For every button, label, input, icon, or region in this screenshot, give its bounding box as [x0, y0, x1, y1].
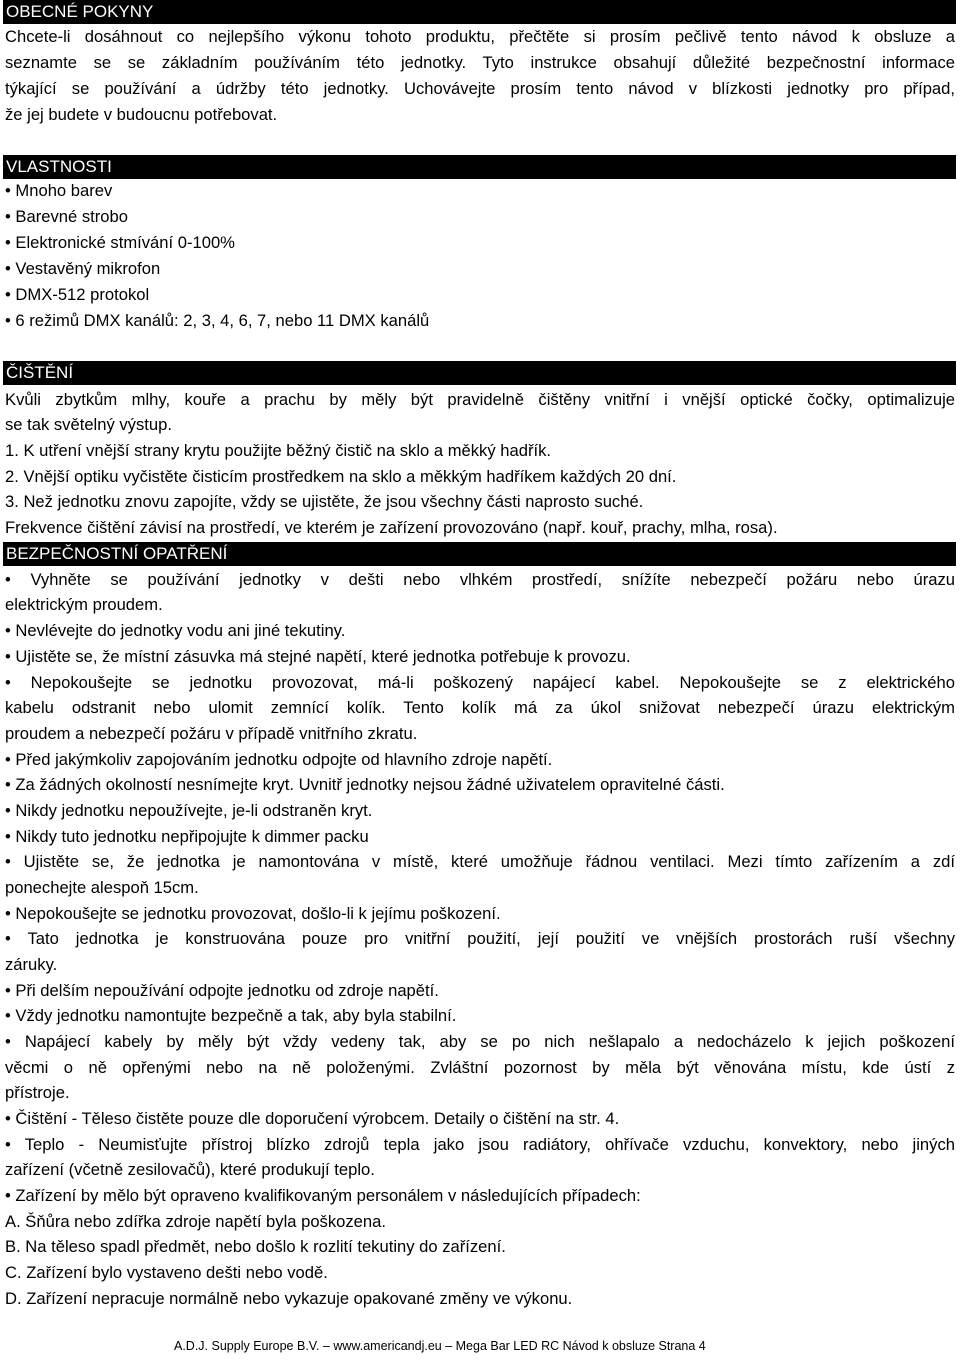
- safety-line: C. Zařízení bylo vystaveno dešti nebo vodě.: [5, 1263, 328, 1282]
- safety-line: • Teplo - Neumisťujte přístroj blízko zdrojů tepla jako jsou radiátory, ohřívače vzduchu, konvektory, nebo jiných: [5, 1135, 955, 1154]
- safety-line: • Nikdy jednotku nepoužívejte, je-li odstraněn kryt.: [5, 801, 373, 820]
- safety-line: • Za žádných okolností nesnímejte kryt. Uvnitř jednotky nejsou žádné uživatelem opravitelné části.: [5, 775, 725, 794]
- safety-line: • Nepokoušejte se jednotku provozovat, má-li poškozený napájecí kabel. Nepokoušejte se z elektrického: [5, 673, 955, 692]
- feature-item: • Elektronické stmívání 0-100%: [5, 233, 235, 252]
- safety-line: • Vždy jednotku namontujte bezpečně a tak, aby byla stabilní.: [5, 1006, 457, 1025]
- general-line: že jej budete v budoucnu potřebovat.: [5, 105, 278, 124]
- safety-line: elektrickým proudem.: [5, 595, 163, 614]
- safety-line: • Nepokoušejte se jednotku provozovat, došlo-li k jejímu poškození.: [5, 904, 501, 923]
- feature-item: • 6 režimů DMX kanálů: 2, 3, 4, 6, 7, nebo 11 DMX kanálů: [5, 311, 430, 330]
- cleaning-heading: ČIŠTĚNÍ: [3, 361, 956, 385]
- safety-line: • Napájecí kabely by měly být vždy vedeny tak, aby se po nich nešlapalo a nedocházelo k jejich poškození: [5, 1032, 955, 1051]
- general-line: seznamte se se základním používáním této jednotky. Tyto instrukce obsahují důležité bezpečnostní informace: [5, 53, 955, 72]
- safety-line: • Čištění - Těleso čistěte pouze dle doporučení výrobcem. Detaily o čištění na str. 4.: [5, 1109, 620, 1128]
- safety-line: kabelu odstranit nebo ulomit zemnící kolík. Tento kolík má za úkol snižovat nebezpečí úrazu elektrickým: [5, 698, 955, 717]
- safety-line: • Ujistěte se, že jednotka je namontována v místě, které umožňuje řádnou ventilaci. Mezi tímto zařízením a zdí: [5, 852, 955, 871]
- feature-item: • Vestavěný mikrofon: [5, 259, 161, 278]
- cleaning-line: 2. Vnější optiku vyčistěte čisticím prostředkem na sklo a měkkým hadříkem každých 20 dní.: [5, 467, 677, 486]
- feature-item: • DMX-512 protokol: [5, 285, 150, 304]
- cleaning-line: Kvůli zbytkům mlhy, kouře a prachu by měly být pravidelně čištěny vnitřní i vnější optické čočky, optimalizuje: [5, 390, 955, 409]
- safety-line: přístroje.: [5, 1083, 70, 1102]
- safety-line: záruky.: [5, 955, 58, 974]
- features-heading: VLASTNOSTI: [3, 155, 956, 179]
- safety-line: • Tato jednotka je konstruována pouze pro vnitřní použití, její použití ve vnějších prostorách ruší všechny: [5, 929, 955, 948]
- general-line: Chcete-li dosáhnout co nejlepšího výkonu tohoto produktu, přečtěte si prosím pečlivě tento návod k obsluze a: [5, 27, 955, 46]
- safety-line: • Při delším nepoužívání odpojte jednotku od zdroje napětí.: [5, 981, 439, 1000]
- safety-heading: BEZPEČNOSTNÍ OPATŘENÍ: [3, 542, 956, 566]
- cleaning-line: 1. K utření vnější strany krytu použijte běžný čistič na sklo a měkký hadřík.: [5, 441, 551, 460]
- safety-line: • Nevlévejte do jednotky vodu ani jiné tekutiny.: [5, 621, 346, 640]
- safety-line: • Zařízení by mělo být opraveno kvalifikovaným personálem v následujících případech:: [5, 1186, 641, 1205]
- feature-item: • Mnoho barev: [5, 181, 113, 200]
- safety-line: B. Na těleso spadl předmět, nebo došlo k rozlití tekutiny do zařízení.: [5, 1237, 506, 1256]
- safety-line: zařízení (včetně zesilovačů), které produkují teplo.: [5, 1160, 375, 1179]
- page-footer: A.D.J. Supply Europe B.V. – www.americandj.eu – Mega Bar LED RC Návod k obsluze Strana 4: [174, 1339, 706, 1353]
- safety-line: D. Zařízení nepracuje normálně nebo vykazuje opakované změny ve výkonu.: [5, 1289, 573, 1308]
- safety-line: • Nikdy tuto jednotku nepřipojujte k dimmer packu: [5, 827, 369, 846]
- cleaning-line: se tak světelný výstup.: [5, 415, 172, 434]
- safety-line: věcmi o ně opřenými nebo na ně položenými. Zvláštní pozornost by měla být věnována místu, kde ústí z: [5, 1058, 955, 1077]
- safety-line: A. Šňůra nebo zdířka zdroje napětí byla poškozena.: [5, 1212, 386, 1231]
- feature-item: • Barevné strobo: [5, 207, 128, 226]
- safety-line: proudem a nebezpečí požáru v případě vnitřního zkratu.: [5, 724, 418, 743]
- safety-line: ponechejte alespoň 15cm.: [5, 878, 199, 897]
- safety-line: • Ujistěte se, že místní zásuvka má stejné napětí, které jednotka potřebuje k provozu.: [5, 647, 631, 666]
- cleaning-line: Frekvence čištění závisí na prostředí, ve kterém je zařízení provozováno (např. kouř, prachy, mlha, rosa).: [5, 518, 778, 537]
- safety-line: • Vyhněte se používání jednotky v dešti nebo vlhkém prostředí, snížíte nebezpečí požáru nebo úrazu: [5, 570, 955, 589]
- general-line: týkající se používání a údržby této jednotky. Uchovávejte prosím tento návod v blízkosti jednotky pro případ,: [5, 79, 955, 98]
- safety-line: • Před jakýmkoliv zapojováním jednotku odpojte od hlavního zdroje napětí.: [5, 750, 553, 769]
- general-heading: OBECNÉ POKYNY: [3, 0, 956, 24]
- cleaning-line: 3. Než jednotku znovu zapojíte, vždy se ujistěte, že jsou všechny části naprosto suché.: [5, 492, 644, 511]
